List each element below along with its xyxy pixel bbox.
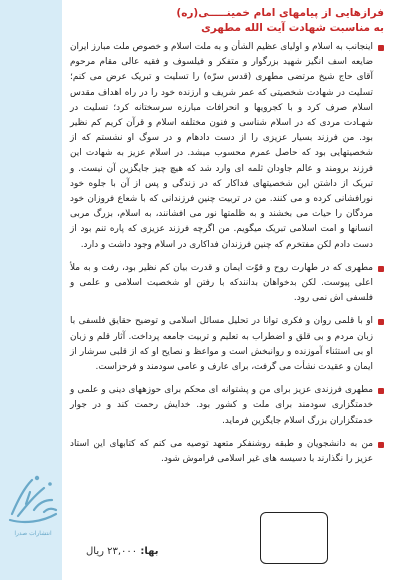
header xyxy=(70,6,384,36)
quote-paragraph xyxy=(70,383,384,429)
barcode-box xyxy=(260,512,328,564)
price-value: ۲۳,۰۰۰ ریال xyxy=(86,546,138,557)
bullet-icon xyxy=(378,45,384,51)
bullet-icon xyxy=(378,319,384,325)
bullet-icon xyxy=(378,266,384,272)
publisher-logo-icon xyxy=(4,470,62,532)
quote-paragraph xyxy=(70,261,384,307)
quote-paragraph xyxy=(70,314,384,375)
quote-text: من به دانشجویان و طبقه روشنفکر متعهد توصیه می کنم که کتابهای این استاد عزیز را نگذارند با دسیسه های غیر اسلامی فراموش شود. xyxy=(70,438,373,465)
header-title: فرازهایی از پیامهای امام خمینـــــی(ره) xyxy=(176,7,384,19)
quote-text: مطهری فرزندی عزیز برای من و پشتوانه ای محکم برای حوزههای دینی و علمی و خدمتگزاری سودمند برای ملت و کشور بود. خدایش رحمت کند و در جوار خدمتگزاران بزرگ اسلام جایگزین فرماید. xyxy=(70,385,373,426)
quote-paragraph xyxy=(70,437,384,467)
quote-text: اینجانب به اسلام و اولیای عظیم الشأن و به ملت اسلام و خصوص ملت مبارز ایران ضایعه اسف انگیز شهید بزرگوار و متفکر و فیلسوف و فقیه عالی مقام مرحوم آقای حاج شیخ مرتضی مطهری (قدس سرّه) را تسلیت و تبریک عرض می کنم؛ تسلیت در شهادت شخصیتی که عمر شریف و ارزنده خود را در راه اهداف مقدس اسلام صرف کرد و با کجرویها و انحرافات مبارزه سرسختانه کرد؛ تسلیت در شهـادت مردی که در اسلام شناسی و فنون مختلفه اسلام و قرآن کریم کم نظیر بود. من فرزند بسیار عزیزی را از دست دادهام و در سوگ او نشستم که از شخصیتهایی بود که حاصل عمرم محسوب میشد. در اسلام عزیز به شهادت این فرزند برومند و عالم جاودان ثلمه ای وارد شد که هیچ چیز جایگزین آن نیست. و تبریک از داشتن این شخصیتهای فداکار که در زندگی و پس از آن با جلوه خود نورافشانی کرده و می کنند. من در تربیت چنین فرزندانی که با شعاع فروزان خود مردگان را حیات می بخشند و به ظلمتها نور می افشانند، به اسلام، بزرگ مربی انسانها و امت اسلامی تبریک میگویم. من اگرچه فرزند عزیزی که پاره تنم بود از دست دادم لکن مفتخرم که چنین فرزندان فداکاری در اسلام وجود داشت و دارد. xyxy=(70,42,373,250)
quote-text: او با قلمی روان و فکری توانا در تحلیل مسائل اسلامی و توضیح حقایق فلسفی با زبان مردم و بی قلق و اضطراب به تعلیم و تربیت جامعه پرداخت. آثار قلم و زبان او بی استثناء آموزنده و روانبخش است و مواعظ و نصایح او که از قلبی سرشار از ایمان و عقیدت نشأت می گرفت، برای عارف و عامی سودمند و فرحزاست. xyxy=(70,316,373,373)
quote-text: مطهری که در طهارت روح و قوّت ایمان و قدرت بیان کم نظیر بود، رفت و به ملأ اعلی پیوست. لکن بدخواهان بدانندکه با رفتن او شخصیت اسلامی و علمی و فلسفی اش نمی رود. xyxy=(70,262,373,304)
price-label: بها: xyxy=(140,546,159,557)
quotes-section xyxy=(70,6,384,475)
quote-paragraph xyxy=(70,40,384,253)
price xyxy=(86,546,158,557)
header-subtitle: به مناسبت شهادت آیت الله مطهری xyxy=(201,22,384,34)
bullet-icon xyxy=(378,442,384,448)
bullet-icon xyxy=(378,388,384,394)
publisher-logo-caption: انتشارات صدرا xyxy=(14,530,52,537)
